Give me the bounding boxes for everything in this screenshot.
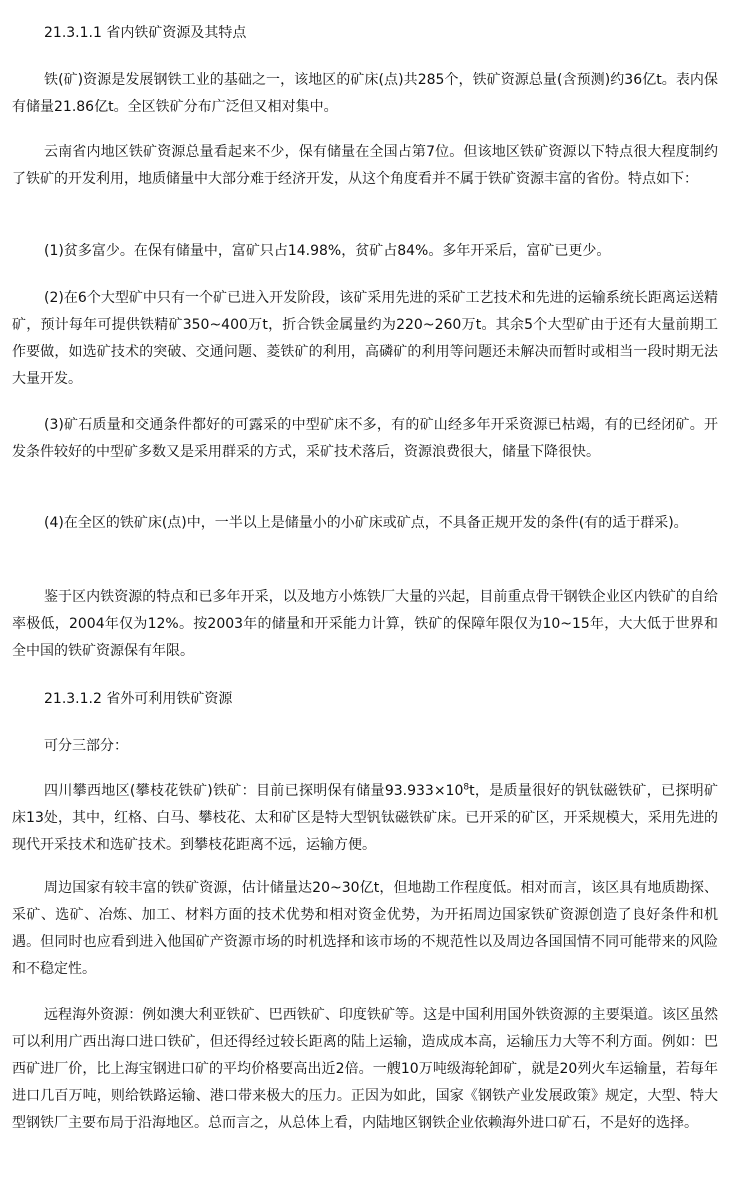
paragraph: 周边国家有较丰富的铁矿资源，估计储量达20~30亿t，但地勘工作程度低。相对而言，该区具有地质勘探、采矿、选矿、冶炼、加工、材料方面的技术优势和相对资金优势，为开拓周边国家铁矿资源创造了良好条件和机遇。但同时也应看到进入他国矿产资源市场的时机选择和该市场的不规范性以及周边各国国情不同可能带来的风险和不稳定性。: [12, 880, 718, 977]
paragraph: (3)矿石质量和交通条件都好的可露采的中型矿床不多，有的矿山经多年开采资源已枯竭，有的已经闭矿。开发条件较好的中型矿多数又是采用群采的方式，采矿技术落后，资源浪费很大，储量下降很快。: [12, 417, 718, 460]
sichuan-text-tail: t，是质量很好的钒钛磁铁矿，已探明矿床13处，其中，红格、白马、攀枝花、太和矿区是特大型钒钛磁铁矿床。已开采的矿区，开采规模大，采用先进的现代开采技术和选矿技术。到攀枝花距离不远，运输方便。: [12, 783, 718, 853]
section-heading-2: 21.3.1.2 省外可利用铁矿资源: [44, 691, 233, 707]
paragraph: 云南省内地区铁矿资源总量看起来不少，保有储量在全国占第7位。但该地区铁矿资源以下特点很大程度制约了铁矿的开发利用，地质储量中大部分难于经济开发，从这个角度看并不属于铁矿资源丰富的省份。特点如下：: [12, 144, 718, 187]
superscript-exponent: 8: [463, 782, 470, 793]
paragraph: 铁(矿)资源是发展钢铁工业的基础之一，该地区的矿床(点)共285个，铁矿资源总量(含预测)约36亿t。表内保有储量21.86亿t。全区铁矿分布广泛但又相对集中。: [12, 72, 718, 115]
paragraph: 鉴于区内铁资源的特点和已多年开采，以及地方小炼铁厂大量的兴起，目前重点骨干钢铁企业区内铁矿的自给率极低，2004年仅为12%。按2003年的储量和开采能力计算，铁矿的保障年限仅为10~15年，大大低于世界和全中国的铁矿资源保有年限。: [12, 589, 718, 659]
paragraph: 远程海外资源：例如澳大利亚铁矿、巴西铁矿、印度铁矿等。这是中国利用国外铁资源的主要渠道。该区虽然可以利用广西出海口进口铁矿，但还得经过较长距离的陆上运输，造成成本高，运输压力大等不利方面。例如：巴西矿进厂价，比上海宝钢进口矿的平均价格要高出近2倍。一艘10万吨级海轮卸矿，就是20列火车运输量，若每年进口几百万吨，则给铁路运输、港口带来极大的压力。正因为如此，国家《钢铁产业发展政策》规定，大型、特大型钢铁厂主要布局于沿海地区。总而言之，从总体上看，内陆地区钢铁企业依赖海外进口矿石，不是好的选择。: [12, 1007, 718, 1131]
paragraph: (4)在全区的铁矿床(点)中，一半以上是储量小的小矿床或矿点，不具备正规开发的条件(有的适于群采)。: [44, 515, 688, 531]
section-heading-1: 21.3.1.1 省内铁矿资源及其特点: [44, 25, 247, 41]
paragraph: (2)在6个大型矿中只有一个矿已进入开发阶段，该矿采用先进的采矿工艺技术和先进的运输系统长距离运送精矿，预计每年可提供铁精矿350~400万t，折合铁金属量约为220~260万t。其余5个大型矿由于还有大量前期工作要做，如选矿技术的突破、交通问题、菱铁矿的利用，高磷矿的利用等问题还未解决而暂时或相当一段时期无法大量开发。: [12, 290, 718, 387]
paragraph: (1)贫多富少。在保有储量中，富矿只占14.98%，贫矿占84%。多年开采后，富矿已更少。: [44, 243, 611, 259]
sichuan-text-head: 四川攀西地区(攀枝花铁矿)铁矿：目前已探明保有储量93.933×10: [44, 783, 464, 799]
paragraph-sichuan: [12, 778, 718, 859]
paragraph: 可分三部分：: [44, 738, 128, 754]
